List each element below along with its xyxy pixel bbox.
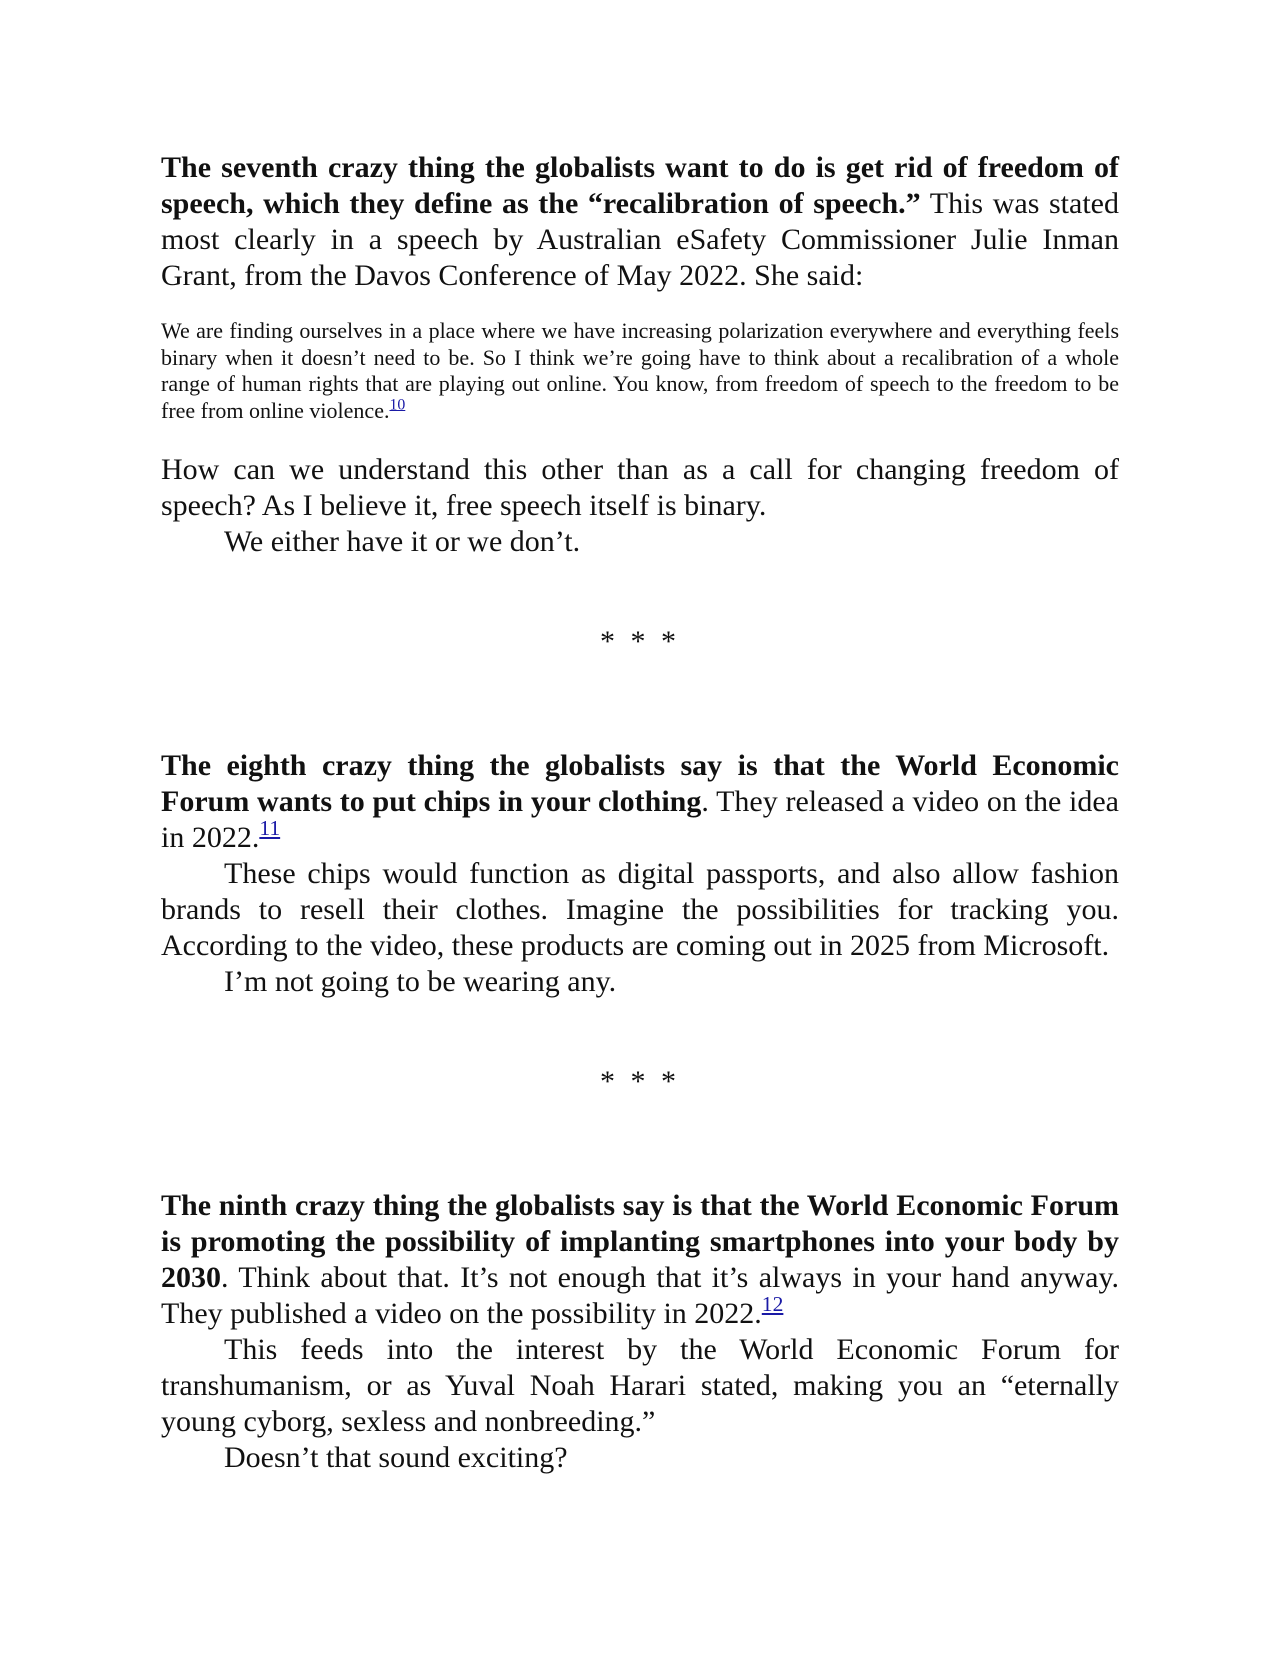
section-7-text: This was stated most clearly in a speech by Australian eSafety Commissioner Julie Inman Grant, from the Davos Conference of May 2022. She said: bbox=[161, 187, 1119, 292]
section-8-paragraph-3: I’m not going to be wearing any. bbox=[224, 965, 617, 998]
section-9-intro bbox=[161, 1188, 1119, 1332]
section-9-bold-lead: The ninth crazy thing the globalists say is that the World Economic Forum is promoting the possibility of implanting smartphones into your body by 2030 bbox=[161, 1189, 1119, 1294]
footnote-link-12[interactable]: 12 bbox=[761, 1292, 784, 1317]
section-8-text: . They released a video on the idea in 2022. bbox=[161, 785, 1119, 854]
document-page bbox=[161, 150, 1119, 1476]
quote-text: We are finding ourselves in a place where we have increasing polarization everywhere and everything feels binary when it doesn’t need to be. So I think we’re going have to think about a recalibration of a whole range of human rights that are playing out online. You know, from freedom of speech to the freedom to be free from online violence. bbox=[161, 318, 1119, 423]
section-separator: * * * bbox=[600, 625, 680, 658]
section-7-paragraph-3: We either have it or we don’t. bbox=[224, 525, 581, 558]
section-7-intro bbox=[161, 150, 1119, 294]
block-quote bbox=[161, 318, 1119, 424]
section-9-paragraph-2: This feeds into the interest by the World Economic Forum for transhumanism, or as Yuval Noah Harari stated, making you an “eternally young cyborg, sexless and nonbreeding.” bbox=[161, 1333, 1119, 1438]
footnote-ref-11 bbox=[259, 816, 280, 840]
section-9-paragraph-3: Doesn’t that sound exciting? bbox=[224, 1441, 568, 1474]
footnote-link-11[interactable]: 11 bbox=[259, 816, 281, 841]
section-separator: * * * bbox=[600, 1065, 680, 1098]
section-8-intro bbox=[161, 748, 1119, 856]
section-8-bold-lead: The eighth crazy thing the globalists say is that the World Economic Forum wants to put chips in your clothing bbox=[161, 749, 1119, 818]
footnote-ref-12 bbox=[762, 1292, 784, 1316]
section-7-bold-lead: The seventh crazy thing the globalists want to do is get rid of freedom of speech, which they define as the “recalibration of speech.” bbox=[161, 151, 1119, 220]
section-9-text: . Think about that. It’s not enough that it’s always in your hand anyway. They published a video on the possibility in 2022. bbox=[161, 1261, 1119, 1330]
section-7-paragraph-2: How can we understand this other than as a call for changing freedom of speech? As I believe it, free speech itself is binary. bbox=[161, 453, 1119, 522]
footnote-link-10[interactable]: 10 bbox=[389, 395, 406, 413]
section-8-paragraph-2: These chips would function as digital passports, and also allow fashion brands to resell their clothes. Imagine the possibilities for tracking you. According to the video, these products are coming out in 2025 from Microsoft. bbox=[161, 857, 1119, 962]
footnote-ref-10 bbox=[389, 396, 405, 413]
